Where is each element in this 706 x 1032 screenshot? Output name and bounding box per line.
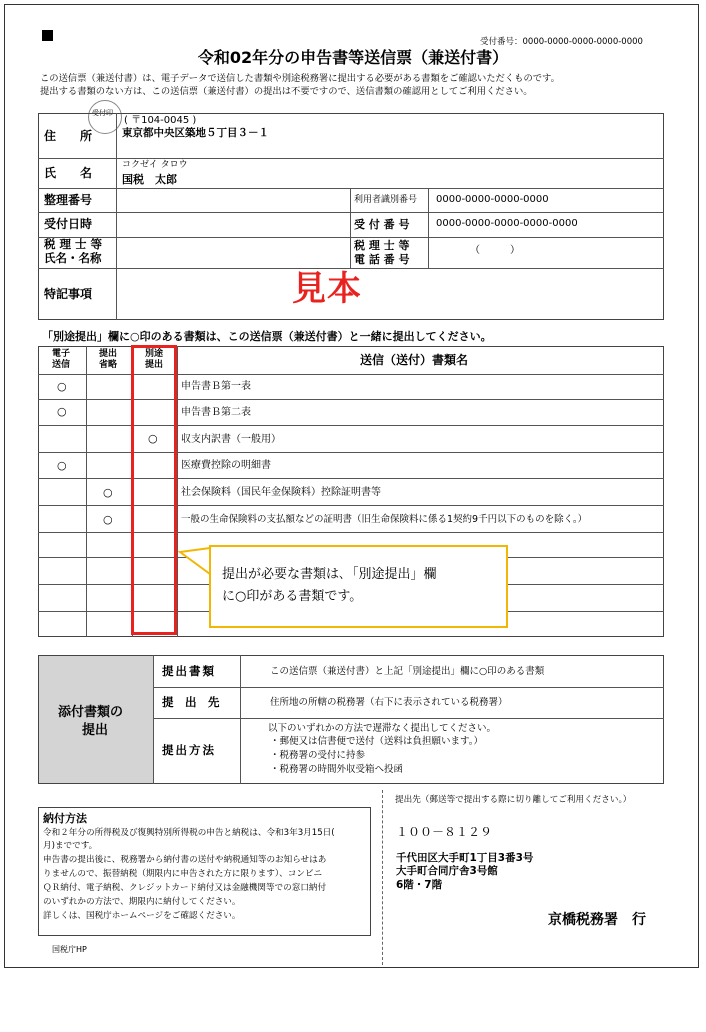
method-line-2: ・郵便又は信書便で送付（送料は負担願います。） <box>270 736 483 747</box>
name-value: 国税 太郎 <box>122 173 177 186</box>
row-4-electronic: ○ <box>57 459 67 472</box>
payment-title: 納付方法 <box>43 812 87 825</box>
submit-dest-label: 提 出 先 <box>162 695 220 709</box>
mailing-address-1: 千代田区大手町1丁目3番3号 <box>396 852 534 864</box>
mailing-note: 提出先（郵送等で提出する際に切り離してご利用ください。） <box>395 795 632 805</box>
user-id-value: 0000-0000-0000-0000 <box>436 194 549 205</box>
callout-box <box>209 545 508 628</box>
tax-accountant-name-label-2: 氏名・名称 <box>44 251 102 265</box>
submit-docs-label: 提出書類 <box>162 664 216 678</box>
payment-line-5: ＱＲ納付、電子納税、クレジットカード納付又は金融機関等での窓口納付 <box>43 883 327 893</box>
receipt-stamp-label: 受付印 <box>92 109 113 117</box>
nta-hp-label: 国税庁HP <box>52 945 87 954</box>
method-line-4: ・税務署の時間外収受箱へ投函 <box>270 764 404 775</box>
payment-line-6: のいずれかの方法で、期限内に納付してください。 <box>43 897 241 907</box>
attached-heading-1: 添付書類の <box>58 705 124 720</box>
postal-code-destination: １００－８１２９ <box>396 825 493 839</box>
col-omitted-1: 提出 <box>99 349 118 359</box>
row-2-electronic: ○ <box>57 405 67 418</box>
sample-stamp: 見本 <box>292 269 362 309</box>
tax-accountant-phone-label-2: 電 話 番 号 <box>354 253 410 266</box>
col-electronic-2: 送信 <box>52 360 71 370</box>
mailing-address-2: 大手町合同庁舎3号館 <box>396 865 498 877</box>
payment-line-2: 月)までです。 <box>43 841 98 851</box>
callout-text-2: に○印がある書類です。 <box>222 589 363 604</box>
page-title: 令和02年分の申告書等送信票（兼送付書） <box>197 48 509 67</box>
tax-accountant-phone-label-1: 税 理 士 等 <box>354 239 410 252</box>
callout-text-1: 提出が必要な書類は､「別途提出」欄 <box>222 567 437 582</box>
row-6-name: 一般の生命保険料の支払額などの証明書（旧生命保険料に係る1契約9千円以下のものを除く。） <box>181 514 588 525</box>
row-3-name: 収支内訳書（一般用） <box>181 434 281 445</box>
tax-office-name: 京橋税務署 行 <box>548 912 646 928</box>
notes-label: 特記事項 <box>44 287 93 301</box>
intro-text-1: この送信票（兼送付書）は、電子データで送信した書類や別途税務署に提出する必要がある書類をご確認いただくものです。 <box>40 73 560 84</box>
reference-number-label: 整理番号 <box>44 193 93 207</box>
method-line-1: 以下のいずれかの方法で遅滞なく提出してください。 <box>268 723 497 734</box>
payment-line-7: 詳しくは、国税庁ホームページをご確認ください。 <box>43 911 241 921</box>
row-1-name: 申告書Ｂ第一表 <box>181 381 251 392</box>
submit-method-label: 提出方法 <box>162 743 216 757</box>
col-electronic-1: 電子 <box>52 349 71 359</box>
callout-pointer <box>178 540 212 590</box>
received-number-value: 0000-0000-0000-0000-0000 <box>436 218 578 229</box>
row-3-separate: ○ <box>148 432 158 445</box>
col-document-name: 送信（送付）書類名 <box>360 353 469 367</box>
name-label: 氏 名 <box>44 166 93 180</box>
payment-line-1: 令和２年分の所得税及び復興特別所得税の申告と納税は、令和3年3月15日( <box>43 828 335 838</box>
col-separate-2: 提出 <box>145 360 164 370</box>
payment-line-4: りませんので、振替納税（期限内に申告された方に限ります）、コンビニ <box>43 869 323 879</box>
separate-column-highlight <box>131 345 177 635</box>
col-omitted-2: 省略 <box>99 360 118 370</box>
address-value: 東京都中央区築地５丁目３－１ <box>122 127 269 139</box>
user-id-label: 利用者識別番号 <box>354 195 418 205</box>
row-5-omitted: ○ <box>103 486 113 499</box>
method-line-3: ・税務署の受付に持参 <box>270 750 366 761</box>
corner-mark <box>42 30 53 41</box>
attached-heading-2: 提出 <box>82 723 109 738</box>
instruction-text: 「別途提出」欄に○印のある書類は、この送信票（兼送付書）と一緒に提出してください。 <box>42 330 492 343</box>
submit-docs-value: この送信票（兼送付書）と上記「別途提出」欄に○印のある書類 <box>270 666 545 677</box>
address-label: 住 所 <box>44 129 93 143</box>
row-6-omitted: ○ <box>103 513 113 526</box>
col-separate-1: 別途 <box>145 349 164 359</box>
row-1-electronic: ○ <box>57 380 67 393</box>
mailing-address-3: 6階・7階 <box>396 879 443 891</box>
receipt-number: 受付番号：0000-0000-0000-0000-0000 <box>480 37 643 47</box>
payment-line-3: 申告書の提出後に、税務署から納付書の送付や納税通知等のお知らせはあ <box>43 855 327 865</box>
tax-accountant-name-label-1: 税 理 士 等 <box>44 237 103 251</box>
name-kana: コクゼイ タロウ <box>122 160 188 170</box>
submit-dest-value: 住所地の所轄の税務署（右下に表示されている税務署） <box>270 697 508 708</box>
row-2-name: 申告書Ｂ第二表 <box>181 407 251 418</box>
intro-text-2: 提出する書類のない方は、この送信票（兼送付書）の提出は不要ですので、送信書類の確認用としてご利用ください。 <box>40 86 533 97</box>
row-5-name: 社会保険料（国民年金保険料）控除証明書等 <box>181 487 381 498</box>
received-number-label: 受 付 番 号 <box>354 218 410 231</box>
postal-code: ( 〒104-0045 ) <box>124 115 197 126</box>
row-4-name: 医療費控除の明細書 <box>181 460 271 471</box>
received-date-label: 受付日時 <box>44 217 93 231</box>
cut-line <box>382 790 383 965</box>
phone-value: （ ） <box>470 245 520 256</box>
